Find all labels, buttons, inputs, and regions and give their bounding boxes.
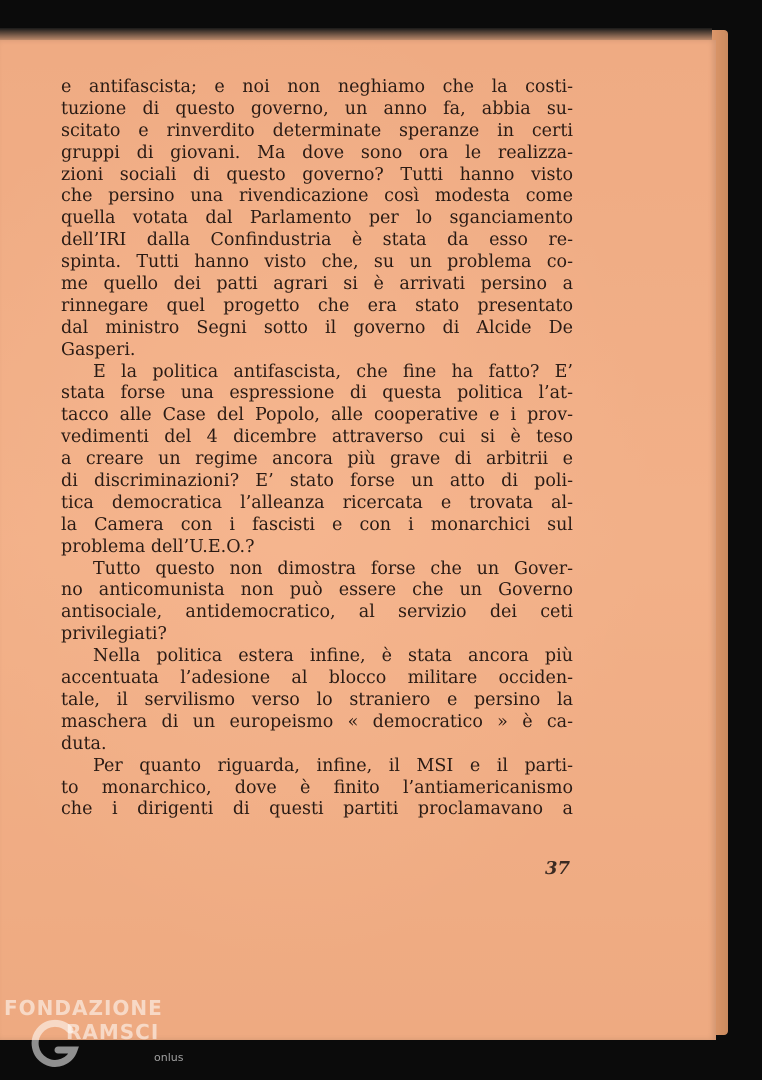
text-line: scitato e rinverdito determinate speranze in certi [61,120,573,141]
text-line: che i dirigenti di questi partiti proclamavano a [61,799,573,820]
text-line: no anticomunista non può essere che un Governo [61,580,573,601]
page-number: 37 [545,858,571,879]
text-line: maschera di un europeismo « democratico » è ca- [61,711,573,732]
text-line: Per quanto riguarda, infine, il MSI e il parti- [93,755,573,776]
text-line: tacco alle Case del Popolo, alle cooperative e i prov- [61,405,573,426]
text-line: duta. [61,733,107,754]
text-line: accentuata l’adesione al blocco militare occiden- [61,668,573,689]
text-line: Nella politica estera infine, è stata ancora più [93,646,573,667]
text-line: problema dell’U.E.O.? [61,536,255,557]
text-line: dal ministro Segni sotto il governo di Alcide De [61,317,573,338]
text-line: a creare un regime ancora più grave di arbitrii e [61,449,573,470]
body-text [61,77,573,821]
text-line: to monarchico, dove è finito l’antiamericanismo [61,777,573,798]
text-line: gruppi di giovani. Ma dove sono ora le realizza- [61,142,573,163]
watermark-title: FONDAZIONE [4,996,163,1020]
watermark-suffix: onlus [154,1051,184,1064]
text-line: Tutto questo non dimostra forse che un Gover- [93,558,573,579]
text-line: tuzione di questo governo, un anno fa, abbia su- [61,98,573,119]
text-line: privilegiati? [61,624,167,645]
text-line: che persino una rivendicazione così modesta come [61,186,573,207]
text-line: E la politica antifascista, che fine ha fatto? E’ [93,361,573,382]
text-line: tica democratica l’alleanza ricercata e trovata al- [61,492,573,513]
text-line: stata forse una espressione di questa politica l’at- [61,383,573,404]
text-line: vedimenti del 4 dicembre attraverso cui si è teso [61,427,573,448]
text-line: Gasperi. [61,339,136,360]
text-line: antisociale, antidemocratico, al servizio dei ceti [61,602,573,623]
text-line: la Camera con i fascisti e con i monarchici sul [61,514,573,535]
text-line: di discriminazioni? E’ stato forse un atto di poli- [61,471,573,492]
text-line: quella votata dal Parlamento per lo sganciamento [61,208,573,229]
text-line: spinta. Tutti hanno visto che, su un problema co- [61,252,573,273]
watermark-subtitle: RAMSCI [66,1020,160,1044]
text-line: rinnegare quel progetto che era stato presentato [61,295,573,316]
watermark-logo [4,996,204,1076]
text-line: tale, il servilismo verso lo straniero e persino la [61,689,573,710]
text-line: me quello dei patti agrari si è arrivati persino a [61,274,573,295]
text-line: zioni sociali di questo governo? Tutti hanno visto [61,164,573,185]
text-line: e antifascista; e noi non neghiamo che la costi- [61,77,573,97]
text-line: dell’IRI dalla Confindustria è stata da esso re- [61,230,573,251]
